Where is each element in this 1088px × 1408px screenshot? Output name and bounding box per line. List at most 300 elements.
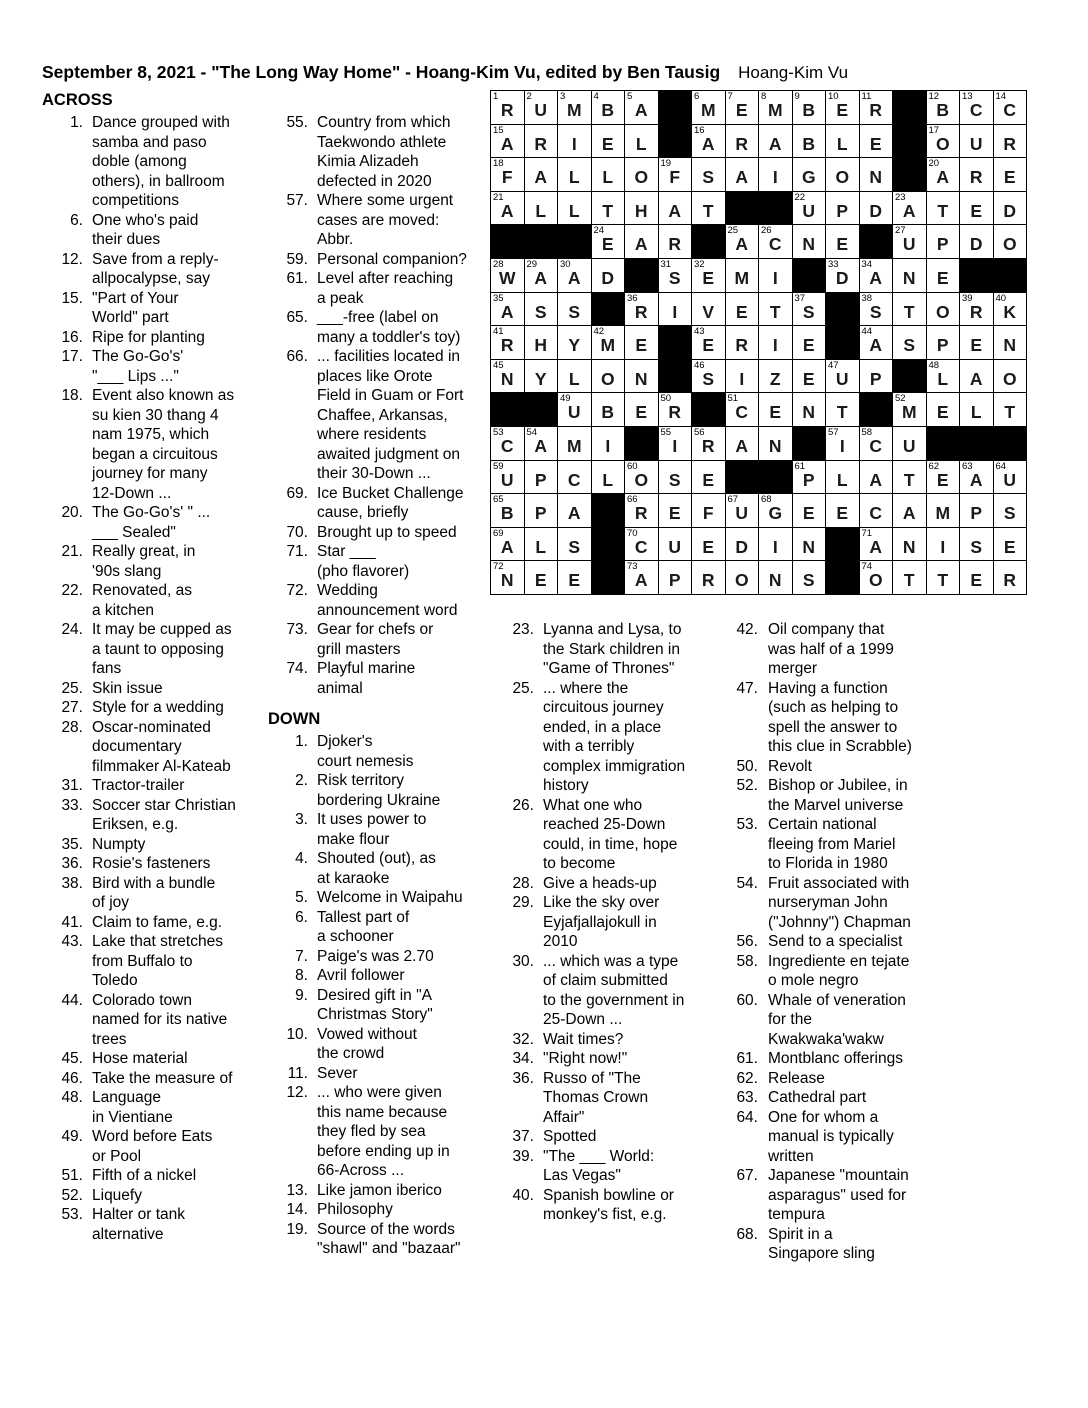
cell-letter: A (869, 268, 883, 289)
grid-cell[interactable] (525, 360, 558, 393)
grid-cell[interactable] (525, 461, 558, 494)
grid-cell[interactable] (491, 192, 524, 225)
clue-number: 48. (61, 1089, 83, 1106)
grid-cell[interactable] (893, 528, 926, 561)
grid-cell[interactable] (960, 91, 993, 124)
grid-cell[interactable] (927, 494, 960, 527)
grid-cell[interactable] (860, 125, 893, 158)
grid-cell[interactable] (726, 91, 759, 124)
grid-cell[interactable] (491, 259, 524, 292)
grid-cell[interactable] (759, 561, 792, 594)
grid-cell[interactable] (592, 326, 625, 359)
grid-cell[interactable] (994, 192, 1027, 225)
clue-item (727, 1069, 959, 1089)
grid-cell[interactable] (759, 225, 792, 258)
cell-number: 63 (962, 460, 973, 472)
clue-text: Russo of "The Thomas Crown Affair" (543, 1069, 649, 1126)
grid-cell[interactable] (893, 561, 926, 594)
grid-cell[interactable] (994, 225, 1027, 258)
grid-cell[interactable] (726, 293, 759, 326)
grid-cell[interactable] (692, 360, 725, 393)
grid-cell[interactable] (927, 293, 960, 326)
clue-item (268, 581, 484, 620)
grid-cell[interactable] (692, 561, 725, 594)
grid-cell[interactable] (960, 360, 993, 393)
grid-cell[interactable] (525, 91, 558, 124)
clue-text: Dance grouped with samba and paso doble (among others), in ballroom competitions (92, 114, 230, 209)
clue-text: Paige's was 2.70 (317, 947, 434, 965)
clue-text: Welcome in Waipahu (317, 889, 463, 906)
clue-text: The Go-Go's' "___ Lips ..." (92, 348, 184, 385)
grid-cell[interactable] (692, 158, 725, 191)
grid-cell[interactable] (491, 326, 524, 359)
grid-cell[interactable] (491, 528, 524, 561)
grid-cell[interactable] (826, 461, 859, 494)
clue-number: 71. (286, 543, 308, 560)
grid-cell[interactable] (826, 225, 859, 258)
cell-number: 33 (828, 258, 839, 270)
grid-cell[interactable] (525, 561, 558, 594)
grid-cell[interactable] (793, 393, 826, 426)
grid-cell[interactable] (558, 259, 591, 292)
grid-cell[interactable] (692, 192, 725, 225)
grid-cell[interactable] (491, 91, 524, 124)
grid-cell[interactable] (558, 494, 591, 527)
cell-letter: P (970, 503, 983, 524)
grid-cell[interactable] (525, 158, 558, 191)
grid-cell[interactable] (893, 494, 926, 527)
grid-cell[interactable] (525, 125, 558, 158)
grid-cell[interactable] (893, 427, 926, 460)
grid-cell[interactable] (860, 158, 893, 191)
grid-cell[interactable] (860, 293, 893, 326)
grid-cell[interactable] (994, 326, 1027, 359)
grid-cell[interactable] (860, 561, 893, 594)
grid-cell[interactable] (826, 192, 859, 225)
grid-cell[interactable] (558, 125, 591, 158)
cell-letter: R (735, 335, 749, 356)
grid-cell[interactable] (491, 293, 524, 326)
grid-cell[interactable] (558, 293, 591, 326)
grid-cell[interactable] (860, 259, 893, 292)
cell-number: 3 (560, 91, 566, 102)
grid-cell[interactable] (927, 561, 960, 594)
grid-cell[interactable] (625, 225, 658, 258)
cell-letter: A (969, 469, 983, 490)
cell-letter: S (568, 301, 581, 322)
grid-cell[interactable] (625, 561, 658, 594)
grid-cell[interactable] (994, 91, 1027, 124)
grid-cell[interactable] (491, 158, 524, 191)
clue-number: 46. (61, 1069, 83, 1087)
grid-cell[interactable] (625, 461, 658, 494)
grid-cell[interactable] (960, 561, 993, 594)
grid-cell[interactable] (659, 393, 692, 426)
grid-cell[interactable] (793, 91, 826, 124)
grid-cell[interactable] (659, 293, 692, 326)
grid-cell[interactable] (860, 360, 893, 393)
grid-cell[interactable] (860, 326, 893, 359)
cell-letter: U (735, 503, 749, 524)
cell-letter: O (1002, 368, 1017, 389)
grid-cell[interactable] (960, 125, 993, 158)
grid-cell[interactable] (893, 461, 926, 494)
grid-cell[interactable] (726, 561, 759, 594)
grid-cell[interactable] (826, 427, 859, 460)
clue-text: The Go-Go's' " ... ___ Sealed" (92, 504, 211, 541)
cell-number: 11 (861, 91, 872, 102)
grid-cell[interactable] (994, 125, 1027, 158)
grid-cell[interactable] (726, 158, 759, 191)
cell-letter: E (735, 100, 748, 121)
grid-cell[interactable] (994, 393, 1027, 426)
grid-cell-black (960, 427, 993, 460)
cell-letter: A (500, 536, 514, 557)
clue-item (268, 1220, 484, 1259)
grid-cell[interactable] (659, 427, 692, 460)
grid-cell[interactable] (525, 192, 558, 225)
grid-cell[interactable] (860, 461, 893, 494)
cell-letter: R (1003, 570, 1017, 591)
grid-cell[interactable] (625, 326, 658, 359)
cell-letter: B (500, 503, 514, 524)
grid-cell[interactable] (525, 528, 558, 561)
grid-cell[interactable] (994, 293, 1027, 326)
grid-cell[interactable] (491, 360, 524, 393)
grid-cell[interactable] (994, 528, 1027, 561)
grid-cell[interactable] (625, 528, 658, 561)
cell-number: 29 (526, 258, 538, 270)
clue-number: 33. (61, 796, 83, 814)
grid-cell[interactable] (893, 225, 926, 258)
cell-letter: P (802, 469, 815, 490)
grid-cell[interactable] (826, 494, 859, 527)
grid-cell[interactable] (927, 393, 960, 426)
grid-cell[interactable] (860, 192, 893, 225)
grid-cell[interactable] (793, 192, 826, 225)
grid-cell[interactable] (726, 125, 759, 158)
cell-letter: R (701, 436, 715, 457)
clue-text: Word before Eats or Pool (92, 1128, 213, 1165)
grid-cell[interactable] (759, 528, 792, 561)
grid-cell[interactable] (759, 125, 792, 158)
cell-number: 41 (493, 326, 504, 338)
cell-letter: U (969, 133, 983, 154)
clue-number: 4. (295, 850, 308, 867)
grid-cell[interactable] (860, 427, 893, 460)
grid-cell[interactable] (793, 293, 826, 326)
grid-cell[interactable] (592, 259, 625, 292)
grid-cell[interactable] (692, 528, 725, 561)
grid-cell[interactable] (625, 192, 658, 225)
cell-number: 20 (928, 158, 940, 170)
grid-cell[interactable] (625, 293, 658, 326)
grid-cell[interactable] (759, 91, 792, 124)
grid-cell[interactable] (826, 360, 859, 393)
grid-cell[interactable] (793, 360, 826, 393)
grid-cell[interactable] (558, 326, 591, 359)
grid-cell[interactable] (759, 494, 792, 527)
cell-number: 64 (995, 460, 1007, 472)
cell-letter: C (869, 436, 883, 457)
cell-letter: R (1003, 133, 1017, 154)
grid-cell[interactable] (592, 427, 625, 460)
cell-letter: T (903, 469, 915, 490)
cell-number: 38 (861, 292, 873, 304)
cell-letter: U (1003, 469, 1017, 490)
grid-cell[interactable] (793, 561, 826, 594)
grid-cell[interactable] (927, 192, 960, 225)
clue-number: 51. (61, 1167, 83, 1184)
cell-letter: F (702, 503, 714, 524)
clue-item (42, 1166, 274, 1186)
grid-cell[interactable] (625, 158, 658, 191)
grid-cell[interactable] (994, 494, 1027, 527)
grid-cell[interactable] (692, 494, 725, 527)
grid-cell[interactable] (592, 360, 625, 393)
cell-letter: A (500, 200, 514, 221)
clue-text: Ice Bucket Challenge cause, briefly (317, 484, 464, 521)
grid-cell[interactable] (860, 91, 893, 124)
clue-item (500, 620, 720, 679)
grid-cell[interactable] (659, 561, 692, 594)
grid-cell[interactable] (960, 494, 993, 527)
cell-letter: A (534, 436, 548, 457)
grid-cell[interactable] (659, 192, 692, 225)
clue-number: 56. (736, 933, 758, 950)
cell-letter: L (937, 368, 949, 389)
grid-cell[interactable] (692, 293, 725, 326)
grid-cell[interactable] (759, 326, 792, 359)
grid-cell[interactable] (525, 293, 558, 326)
grid-cell[interactable] (558, 158, 591, 191)
grid-cell[interactable] (793, 125, 826, 158)
grid-cell[interactable] (491, 125, 524, 158)
grid-cell[interactable] (826, 125, 859, 158)
grid-cell[interactable] (960, 528, 993, 561)
cell-number: 72 (493, 561, 504, 573)
grid-cell[interactable] (927, 125, 960, 158)
grid-cell[interactable] (558, 461, 591, 494)
clue-item (268, 947, 484, 967)
grid-cell[interactable] (726, 393, 759, 426)
grid-cell[interactable] (659, 528, 692, 561)
clue-item (268, 113, 484, 191)
grid-cell[interactable] (558, 561, 591, 594)
grid-cell[interactable] (592, 192, 625, 225)
grid-cell[interactable] (927, 158, 960, 191)
cell-letter: A (735, 167, 749, 188)
grid-cell[interactable] (592, 393, 625, 426)
grid-cell[interactable] (592, 125, 625, 158)
grid-cell[interactable] (726, 259, 759, 292)
grid-cell[interactable] (927, 360, 960, 393)
clue-number: 25. (61, 679, 83, 697)
cell-letter: M (566, 100, 582, 121)
grid-cell[interactable] (793, 528, 826, 561)
grid-cell[interactable] (625, 494, 658, 527)
grid-cell[interactable] (592, 91, 625, 124)
grid-cell[interactable] (759, 393, 792, 426)
grid-cell[interactable] (592, 225, 625, 258)
grid-cell[interactable] (927, 225, 960, 258)
grid-cell[interactable] (625, 393, 658, 426)
grid-cell[interactable] (525, 427, 558, 460)
grid-cell[interactable] (692, 91, 725, 124)
grid-cell[interactable] (893, 192, 926, 225)
grid-cell[interactable] (960, 293, 993, 326)
grid-cell[interactable] (726, 360, 759, 393)
grid-cell[interactable] (491, 461, 524, 494)
grid-cell[interactable] (927, 91, 960, 124)
cell-letter: R (500, 100, 514, 121)
cell-number: 24 (593, 225, 605, 237)
grid-cell-black (759, 192, 792, 225)
grid-cell[interactable] (659, 158, 692, 191)
cell-letter: L (535, 200, 547, 221)
grid-cell[interactable] (793, 158, 826, 191)
grid-cell[interactable] (759, 259, 792, 292)
grid-cell[interactable] (625, 360, 658, 393)
grid-cell[interactable] (960, 192, 993, 225)
grid-cell[interactable] (927, 326, 960, 359)
cell-letter: L (535, 536, 547, 557)
grid-cell[interactable] (927, 528, 960, 561)
grid-cell[interactable] (558, 393, 591, 426)
grid-cell[interactable] (960, 461, 993, 494)
cell-letter: R (668, 234, 682, 255)
grid-cell[interactable] (692, 259, 725, 292)
cell-letter: M (767, 100, 783, 121)
grid-cell[interactable] (893, 393, 926, 426)
grid-cell[interactable] (692, 427, 725, 460)
clue-number: 61. (736, 1050, 758, 1067)
grid-cell[interactable] (726, 494, 759, 527)
grid-cell[interactable] (625, 91, 658, 124)
clue-text: Send to a specialist (768, 933, 903, 950)
grid-cell[interactable] (793, 326, 826, 359)
clue-item (42, 211, 274, 250)
cell-letter: O (600, 368, 615, 389)
grid-cell[interactable] (860, 494, 893, 527)
grid-cell[interactable] (726, 225, 759, 258)
grid-cell[interactable] (893, 326, 926, 359)
clue-text: One who's paid their dues (92, 211, 199, 248)
grid-cell[interactable] (558, 192, 591, 225)
cell-letter: A (969, 368, 983, 389)
grid-cell[interactable] (592, 158, 625, 191)
clue-text: One for whom a manual is typically written (768, 1108, 894, 1165)
grid-cell[interactable] (726, 326, 759, 359)
cell-number: 31 (660, 258, 672, 270)
cell-letter: E (869, 133, 882, 154)
grid-cell[interactable] (592, 461, 625, 494)
clue-number: 36. (512, 1069, 534, 1087)
grid-cell[interactable] (759, 427, 792, 460)
grid-cell[interactable] (726, 427, 759, 460)
grid-cell[interactable] (558, 360, 591, 393)
cell-letter: A (634, 234, 648, 255)
grid-cell[interactable] (491, 561, 524, 594)
clue-text: Really great, in '90s slang (92, 543, 196, 580)
grid-cell[interactable] (558, 91, 591, 124)
cell-letter: E (802, 335, 815, 356)
cell-letter: A (634, 100, 648, 121)
grid-cell[interactable] (994, 360, 1027, 393)
grid-cell[interactable] (659, 494, 692, 527)
grid-cell[interactable] (525, 259, 558, 292)
grid-cell[interactable] (491, 427, 524, 460)
grid-cell[interactable] (558, 528, 591, 561)
down-clues-column-3 (500, 620, 720, 1225)
grid-cell[interactable] (759, 158, 792, 191)
grid-cell[interactable] (826, 259, 859, 292)
cell-number: 8 (761, 91, 767, 102)
grid-cell[interactable] (692, 326, 725, 359)
grid-cell[interactable] (491, 494, 524, 527)
grid-cell[interactable] (860, 528, 893, 561)
clue-number: 25. (512, 679, 534, 697)
grid-cell[interactable] (726, 528, 759, 561)
grid-cell[interactable] (960, 158, 993, 191)
grid-cell[interactable] (692, 125, 725, 158)
cell-number: 73 (627, 561, 638, 573)
grid-cell[interactable] (759, 360, 792, 393)
grid-cell[interactable] (793, 494, 826, 527)
clue-text: Hose material (92, 1050, 188, 1067)
grid-cell[interactable] (525, 326, 558, 359)
grid-cell[interactable] (960, 326, 993, 359)
cell-number: 25 (727, 225, 739, 237)
grid-cell[interactable] (927, 259, 960, 292)
clue-number: 41. (61, 913, 83, 931)
grid-cell[interactable] (960, 225, 993, 258)
grid-cell[interactable] (994, 561, 1027, 594)
grid-cell[interactable] (659, 259, 692, 292)
grid-cell[interactable] (525, 494, 558, 527)
grid-cell[interactable] (659, 461, 692, 494)
grid-cell[interactable] (659, 225, 692, 258)
grid-cell[interactable] (558, 427, 591, 460)
cell-number: 9 (794, 91, 800, 102)
grid-cell[interactable] (793, 225, 826, 258)
clue-text: Source of the words "shawl" and "bazaar" (317, 1220, 461, 1257)
grid-cell[interactable] (625, 125, 658, 158)
cell-number: 55 (660, 426, 672, 438)
clue-text: Level after reaching a peak (317, 270, 454, 307)
clue-item (268, 542, 484, 581)
cell-letter: T (937, 200, 949, 221)
grid-cell[interactable] (759, 293, 792, 326)
grid-cell[interactable] (893, 259, 926, 292)
clue-text: Playful marine animal (317, 660, 416, 697)
grid-cell[interactable] (826, 158, 859, 191)
grid-cell[interactable] (692, 461, 725, 494)
grid-cell[interactable] (994, 461, 1027, 494)
grid-cell[interactable] (793, 461, 826, 494)
cell-letter: A (701, 133, 715, 154)
grid-cell[interactable] (826, 393, 859, 426)
grid-cell[interactable] (960, 393, 993, 426)
cell-letter: I (772, 335, 778, 356)
grid-cell[interactable] (893, 293, 926, 326)
clue-number: 35. (61, 835, 83, 853)
grid-cell[interactable] (994, 158, 1027, 191)
grid-cell[interactable] (826, 91, 859, 124)
grid-cell[interactable] (927, 461, 960, 494)
clue-item (268, 849, 484, 888)
clue-text: Whale of veneration for the Kwakwaka'wakw (768, 991, 906, 1048)
